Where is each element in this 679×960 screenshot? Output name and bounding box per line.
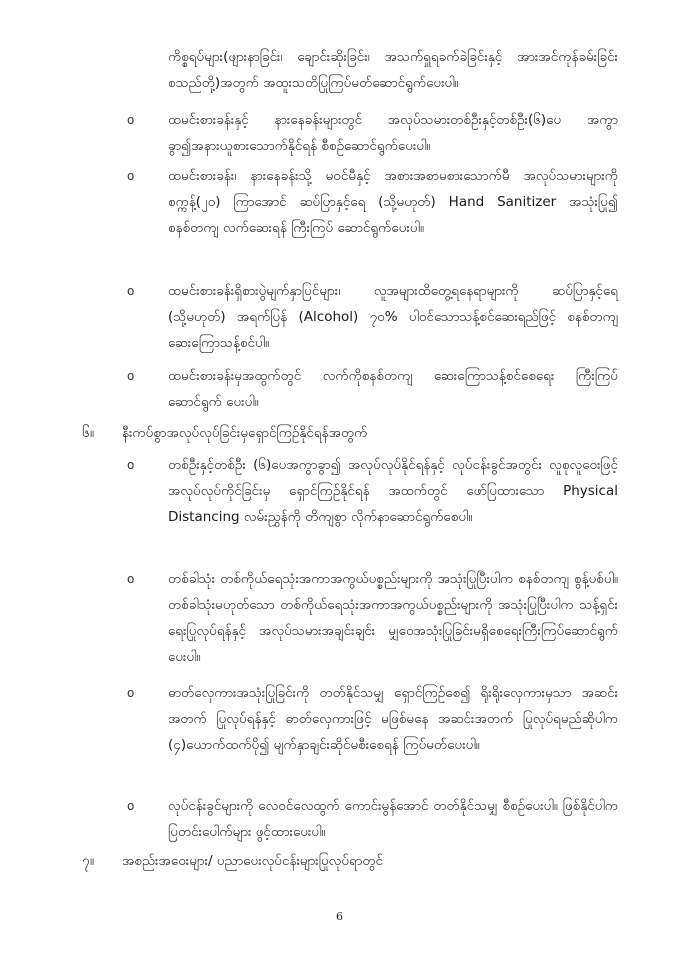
bullet-item: ဓာတ်လှေကားအသုံးပြုခြင်းကို တတ်နိုင်သမျှ ရှောင်ကြဉ်စေ၍ ရိုးရိုးလှေကားမှသာ အဆင်းအတက် ပြုလုပ်ရန်နှင့် ဓာတ်လှေကားဖြင့် မဖြစ်မနေ အဆင်းအတက် ပြုလုပ်ရမည်ဆိုပါက (၄)ယောက်ထက်ပို၍ မျက်နှာချင်းဆိုင်မစီးစေရန် ကြပ်မတ်ပေးပါ။	[168, 685, 618, 753]
section-number: ၆။	[82, 425, 95, 441]
bullet-marker: o	[127, 369, 135, 383]
bullet-marker: o	[127, 686, 135, 700]
bullet-marker: o	[127, 799, 135, 813]
section-number: ၇။	[82, 853, 95, 869]
bullet-marker: o	[127, 284, 135, 298]
section-heading: နီးကပ်စွာအလုပ်လုပ်ခြင်းမှရှောင်ကြဉ်နိုင်ရန်အတွက်	[122, 425, 368, 441]
bullet-item: ထမင်းစားခန်းရှိစားပွဲမျက်နှာပြင်များ၊ လူအများထိတွေ့ရနေရာများကို ဆပ်ပြာနှင့်ရေ (သို့မဟုတ်) အရက်ပြန် (Alcohol) ၇၀% ပါဝင်သောသန့်စင်ဆေးရည်ဖြင့် စနစ်တကျ ဆေးကြောသန့်စင်ပါ။	[168, 283, 618, 351]
bullet-item: တစ်ဦးနှင့်တစ်ဦး (၆)ပေအကွာခွာ၍ အလုပ်လုပ်နိုင်ရန်နှင့် လုပ်ငန်းခွင်အတွင်း လူစုလူဝေးဖြင့်အလုပ်လုပ်ကိုင်ခြင်းမှ ရှောင်ကြဉ်နိုင်ရန် အထက်တွင် ဖော်ပြထားသော Physical Distancing လမ်းညွှန်ကို တိကျစွာ လိုက်နာဆောင်ရွက်စေပါ။	[168, 457, 618, 525]
bullet-marker: o	[127, 458, 135, 472]
bullet-item: ထမင်းစားခန်းမှအထွက်တွင် လက်ကိုစနစ်တကျ ဆေးကြောသန့်စင်စေရေး ကြီးကြပ်ဆောင်ရွက် ပေးပါ။	[168, 368, 618, 410]
bullet-marker: o	[127, 169, 135, 183]
bullet-item: ထမင်းစားခန်း၊ နားနေခန်းသို့ မဝင်မီနှင့် အစားအစာမစားသောက်မီ အလုပ်သမားများကိုစက္ကန့်(၂၀) ကြာအောင် ဆပ်ပြာနှင့်ရေ (သို့မဟုတ်) Hand Sanitizer အသုံးပြု၍ စနစ်တကျ လက်ဆေးရန် ကြီးကြပ် ဆောင်ရွက်ပေးပါ။	[168, 168, 618, 236]
bullet-item: ထမင်းစားခန်းနှင့် နားနေခန်းများတွင် အလုပ်သမားတစ်ဦးနှင့်တစ်ဦး(၆)ပေ အကွာခွာ၍အနားယူစားသောက်နိုင်ရန် စီစဉ်ဆောင်ရွက်ပေးပါ။	[168, 112, 618, 154]
bullet-marker: o	[127, 113, 135, 127]
page-number: 6	[336, 910, 343, 923]
bullet-item: လုပ်ငန်းခွင်များကို လေဝင်လေထွက် ကောင်းမွန်အောင် တတ်နိုင်သမျှ စီစဉ်ပေးပါ။ ဖြစ်နိုင်ပါက ပြတင်းပေါက်များ ဖွင့်ထားပေးပါ။	[168, 798, 618, 840]
section-heading: အစည်းအဝေးများ/ ပညာပေးလုပ်ငန်းများပြုလုပ်ရာတွင်	[122, 853, 383, 869]
continuation-paragraph: ကိစ္စရပ်များ(ဖျားနာခြင်း၊ ချောင်းဆိုးခြင်း၊ အသက်ရှူရခက်ခဲခြင်းနှင့် အားအင်ကုန်ခမ်းခြင်းစသည်တို့)အတွက် အထူးသတိပြုကြပ်မတ်ဆောင်ရွက်ပေးပါ။	[168, 49, 618, 91]
bullet-item: တစ်ခါသုံး တစ်ကိုယ်ရေသုံးအကာအကွယ်ပစ္စည်းများကို အသုံးပြုပြီးပါက စနစ်တကျ စွန့်ပစ်ပါ။ တစ်ခါသုံးမဟုတ်သော တစ်ကိုယ်ရေသုံးအကာအကွယ်ပစ္စည်းများကို အသုံးပြုပြီးပါက သန့်ရှင်းရေးပြုလုပ်ရန်နှင့် အလုပ်သမားအချင်းချင်း မျှဝေအသုံးပြုခြင်းမရှိစေရေးကြီးကြပ်ဆောင်ရွက်ပေးပါ။	[168, 571, 618, 665]
bullet-marker: o	[127, 572, 135, 586]
